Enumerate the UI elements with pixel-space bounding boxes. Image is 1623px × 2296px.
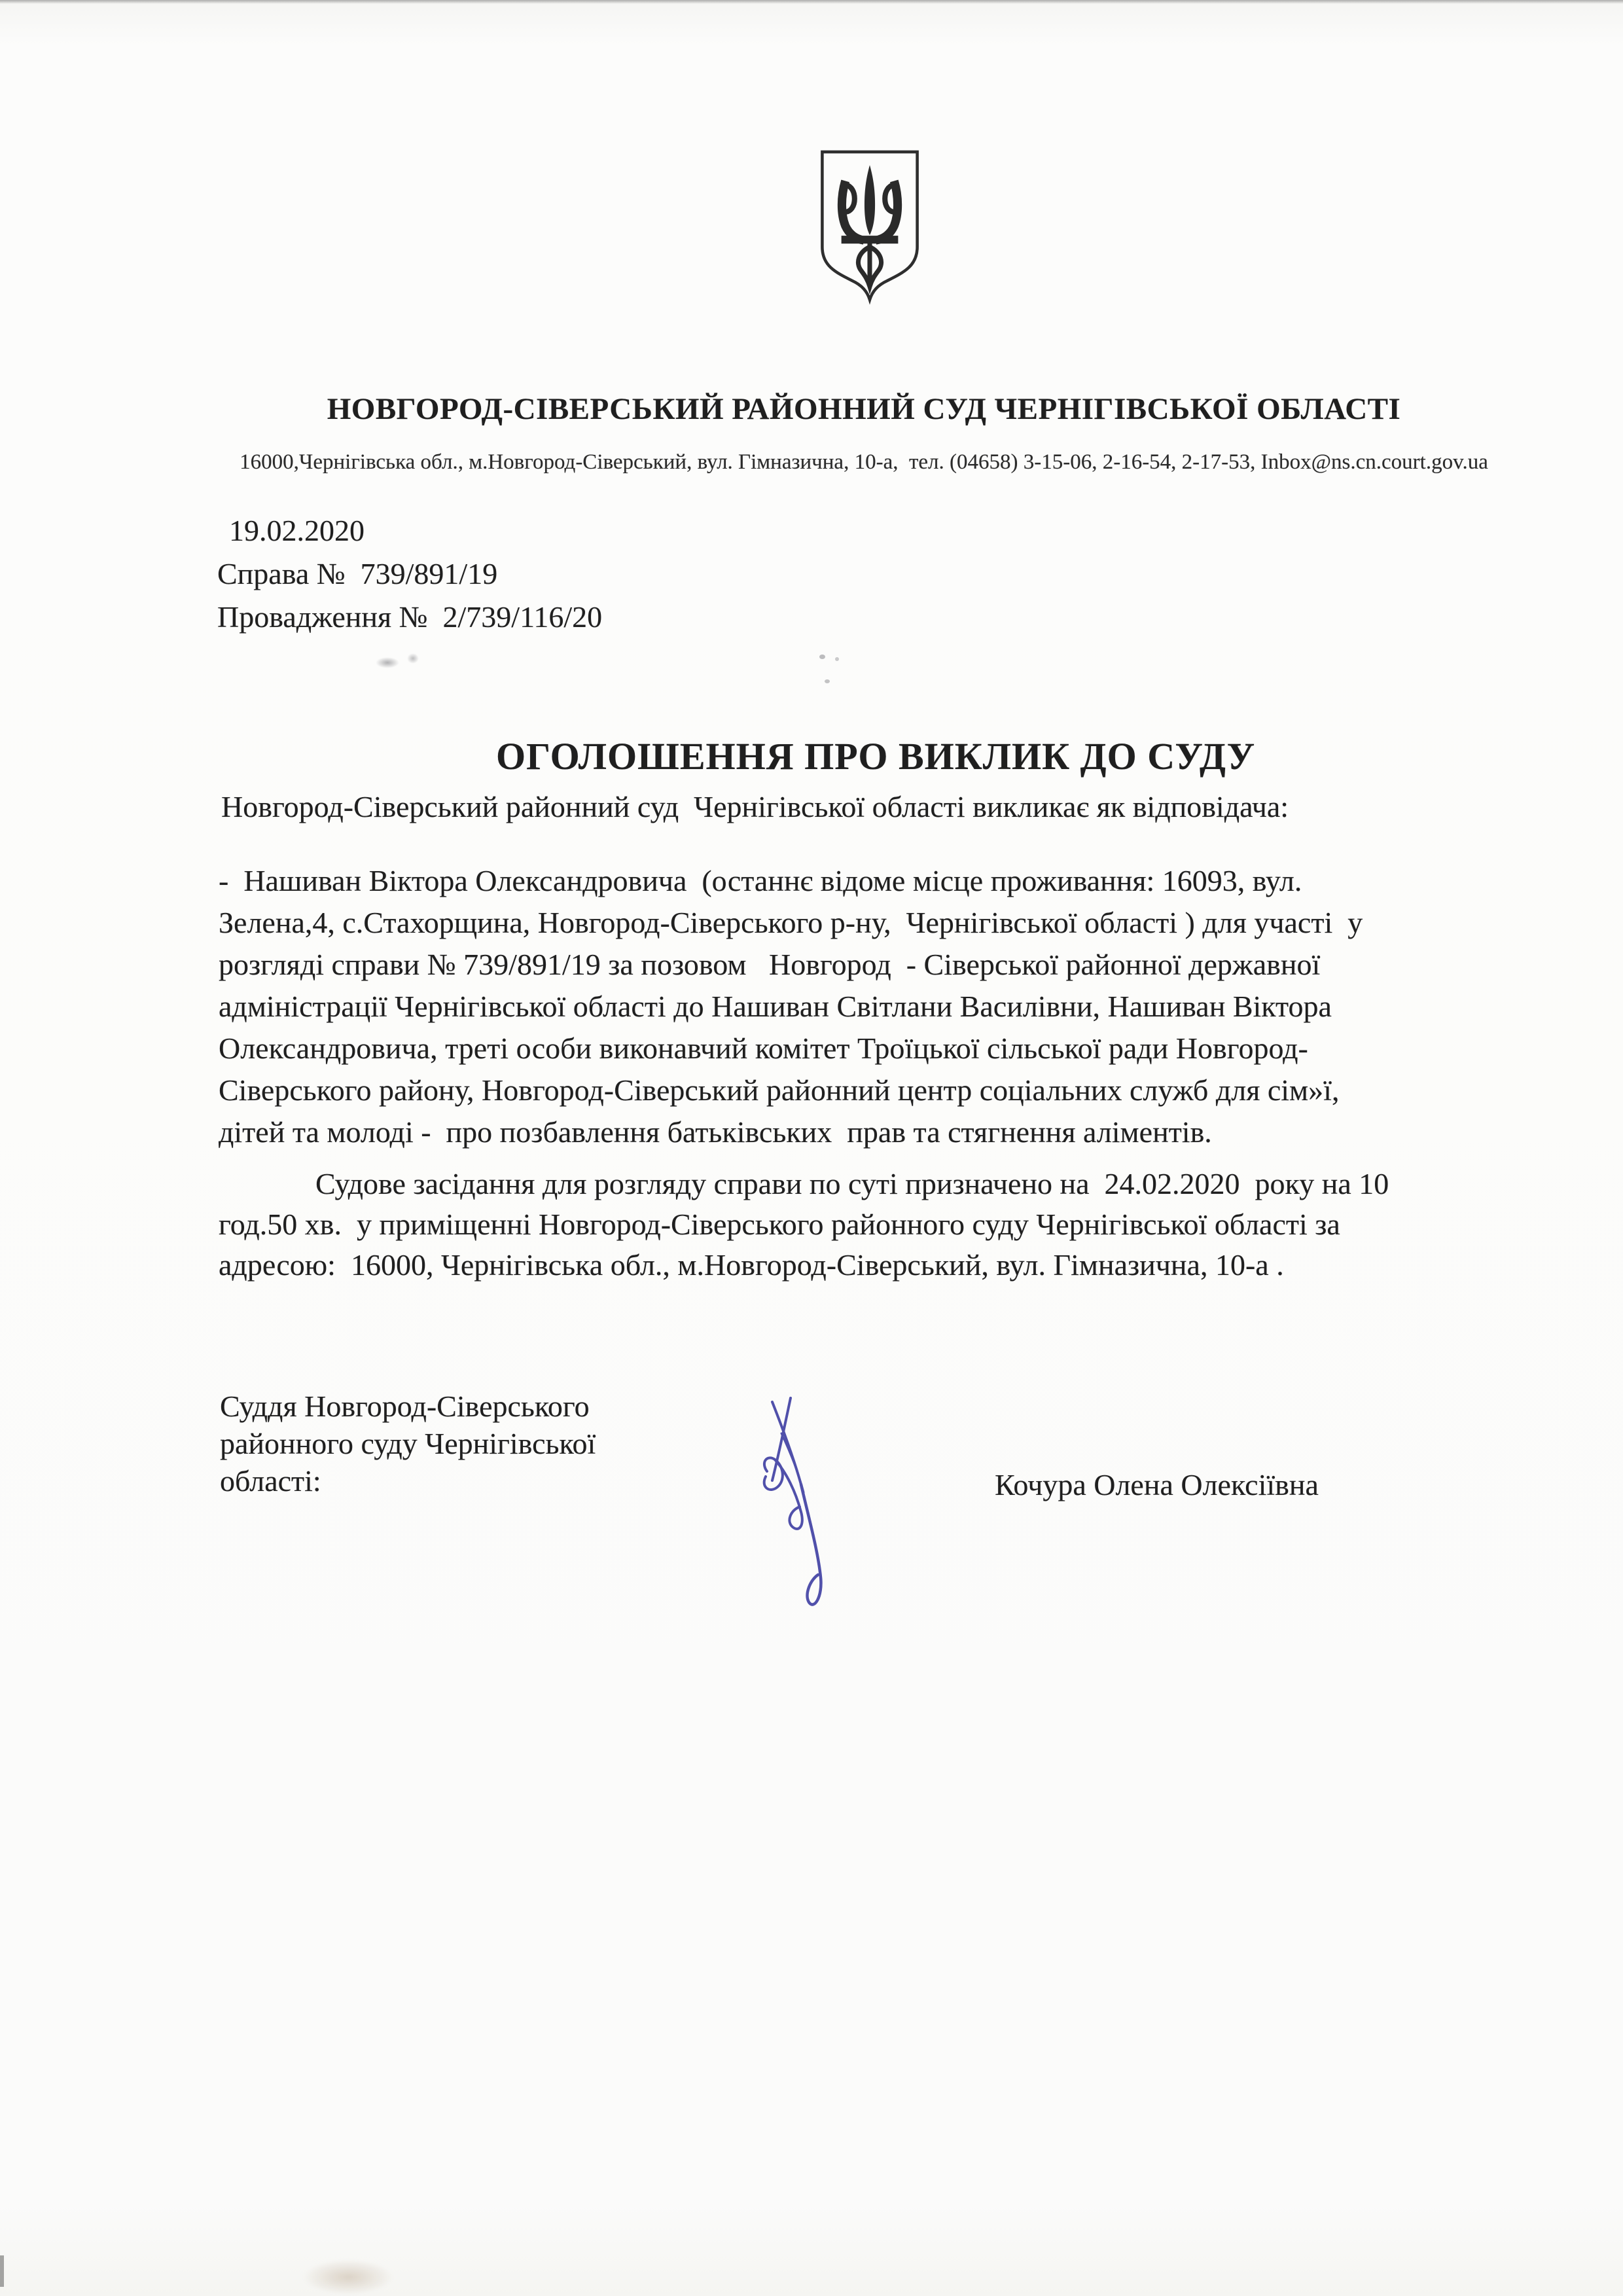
paragraph-line: Зелена,4, с.Стахорщина, Новгород-Сіверського р-ну, Чернігівської області ) для участі у (219, 906, 1363, 939)
paragraph-line: Олександровича, треті особи виконавчий комітет Троїцької сільської ради Новгород- (219, 1031, 1308, 1065)
judge-title-line: Суддя Новгород-Сіверського (220, 1390, 590, 1423)
intro-line: Новгород-Сіверський районний суд Чернігівської області викликає як відповідача: (221, 790, 1289, 823)
paragraph-line: Судове засідання для розгляду справи по суті призначено на 24.02.2020 року на 10 (315, 1167, 1389, 1200)
judge-title-line: області: (220, 1464, 321, 1498)
judge-name: Кочура Олена Олексіївна (995, 1468, 1319, 1501)
paragraph-line: адресою: 16000, Чернігівська обл., м.Новгород-Сіверський, вул. Гімназична, 10-а . (219, 1248, 1284, 1282)
scan-top-edge-artifact (0, 0, 1623, 4)
paragraph-line: дітей та молоді - про позбавлення батьківських прав та стягнення аліментів. (219, 1115, 1212, 1149)
case-number: Справа № 739/891/19 (217, 557, 498, 590)
scan-dot-artifact (819, 655, 825, 659)
scan-smudge-artifact (302, 2259, 394, 2295)
scan-smudge-artifact (407, 653, 419, 664)
judge-title-line: районного суду Чернігівської (220, 1427, 596, 1460)
scan-dot-artifact (825, 679, 830, 683)
body-paragraph-hearing (219, 1164, 1521, 1285)
document-date: 19.02.2020 (229, 514, 365, 547)
court-address-line: 16000,Чернігівська обл., м.Новгород-Сіверський, вул. Гімназична, 10-а, тел. (04658) 3-15-06, 2-16-54, 2-17-53, Inbox@ns.cn.court.gov.ua (240, 450, 1488, 474)
scan-smudge-artifact (376, 657, 399, 668)
ukraine-trident-emblem-icon (813, 148, 926, 306)
proceeding-number: Провадження № 2/739/116/20 (217, 600, 603, 634)
paragraph-line: адміністрації Чернігівської області до Нашиван Світлани Василівни, Нашиван Віктора (219, 990, 1332, 1023)
body-paragraph-defendant (219, 860, 1521, 1153)
paragraph-line: - Нашиван Віктора Олександровича (останнє відоме місце проживання: 16093, вул. (219, 864, 1302, 897)
judge-title-block (220, 1388, 596, 1499)
scan-dot-artifact (835, 657, 839, 661)
paragraph-line: Сіверського району, Новгород-Сіверський районний центр соціальних служб для сім»ї, (219, 1073, 1340, 1107)
paragraph-line: год.50 хв. у приміщенні Новгород-Сіверського районного суду Чернігівської області за (219, 1208, 1340, 1241)
scan-edge-artifact (0, 2255, 4, 2287)
court-name-heading: НОВГОРОД-СІВЕРСЬКИЙ РАЙОННИЙ СУД ЧЕРНІГІВСЬКОЇ ОБЛАСТІ (327, 392, 1401, 426)
handwritten-signature-ink (753, 1393, 857, 1628)
paragraph-line: розгляді справи № 739/891/19 за позовом Новгород - Сіверської районної державної (219, 948, 1321, 981)
document-title: ОГОЛОШЕННЯ ПРО ВИКЛИК ДО СУДУ (496, 735, 1256, 778)
